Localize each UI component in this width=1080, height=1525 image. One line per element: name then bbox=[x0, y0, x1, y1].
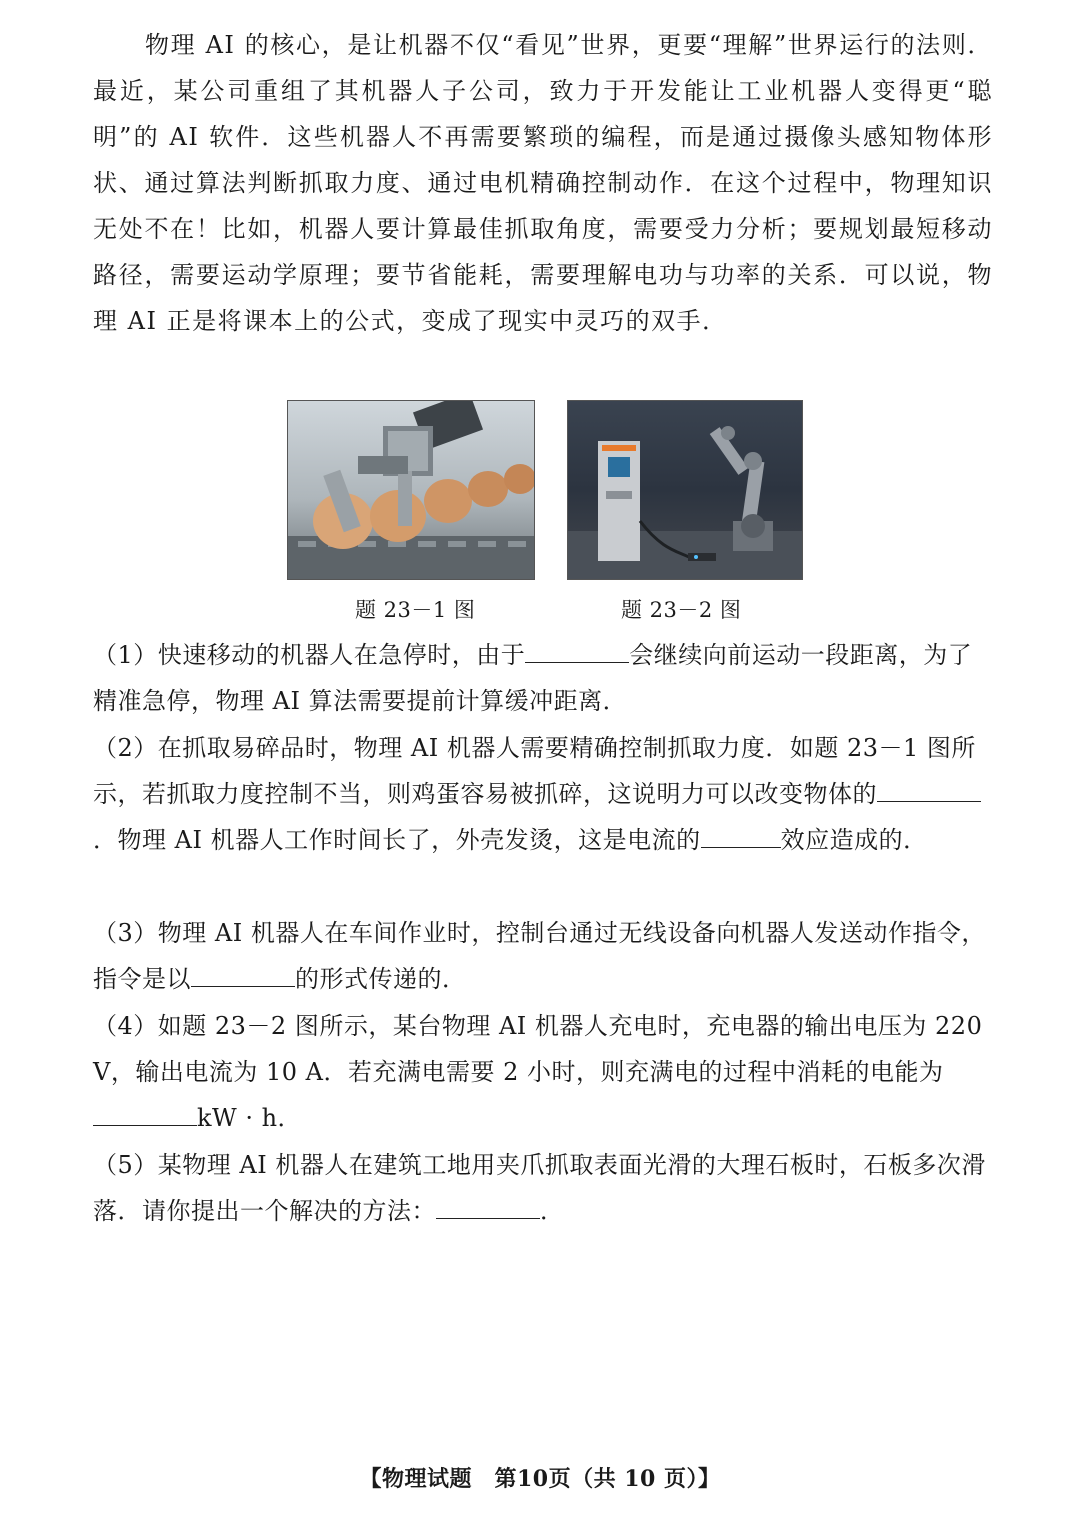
intro-paragraph: 物理 AI 的核心，是让机器不仅“看见”世界，更要“理解”世界运行的法则．最近，某公司重组了其机器人子公司，致力于开发能让工业机器人变得更“聪明”的 AI 软件．这些机器人不再需要繁琐的编程，而是通过摄像头感知物体形状、通过算法判断抓取力度、通过电机精确控制动作．在这个过程中，物理知识无处不在！比如，机器人要计算最佳抓取角度，需要受力分析；要规划最短移动路径，需要运动学原理；要节省能耗，需要理解电功与功率的关系．可以说，物理 AI 正是将课本上的公式，变成了现实中灵巧的双手． bbox=[93, 31, 993, 335]
figure-23-2-caption: 题 23－2 图 bbox=[621, 598, 742, 622]
page-footer: 【物理试题 第10页（共 10 页）】 bbox=[359, 1466, 721, 1492]
question-1-text: （1）快速移动的机器人在急停时，由于 bbox=[93, 641, 526, 669]
question-2-text: （2）在抓取易碎品时，物理 AI 机器人需要精确控制抓取力度．如题 23－1 图所示，若抓取力度控制不当，则鸡蛋容易被抓碎，这说明力可以改变物体的 bbox=[93, 734, 976, 808]
question-1-text-end: 会继续向前运动一段距离，为了精准急停，物理 AI 算法需要提前计算缓冲距离． bbox=[93, 641, 973, 715]
figure-23-1-caption: 题 23－1 图 bbox=[355, 598, 476, 622]
question-5-text-end: ． bbox=[540, 1197, 565, 1225]
answer-blank[interactable] bbox=[877, 779, 981, 802]
question-2-text-end: 效应造成的． bbox=[780, 826, 928, 854]
answer-blank[interactable] bbox=[191, 964, 295, 987]
question-4-text-end: kW · h． bbox=[197, 1104, 303, 1132]
question-4-text: （4）如题 23－2 图所示，某台物理 AI 机器人充电时，充电器的输出电压为 220 V，输出电流为 10 A．若充满电需要 2 小时，则充满电的过程中消耗的电能为 bbox=[93, 1012, 983, 1086]
question-2 bbox=[93, 725, 993, 863]
question-2-text-mid: ．物理 AI 机器人工作时间长了，外壳发烫，这是电流的 bbox=[93, 826, 701, 854]
question-1 bbox=[93, 632, 993, 724]
answer-blank[interactable] bbox=[436, 1196, 540, 1219]
answer-blank[interactable] bbox=[525, 640, 629, 663]
question-5 bbox=[93, 1142, 993, 1234]
question-3-text-end: 的形式传递的． bbox=[295, 965, 467, 993]
robot-charging-photo bbox=[567, 400, 803, 580]
answer-blank[interactable] bbox=[93, 1103, 197, 1126]
robot-egg-photo bbox=[287, 400, 535, 580]
answer-blank[interactable] bbox=[701, 825, 781, 848]
question-4 bbox=[93, 1003, 993, 1141]
question-5-text: （5）某物理 AI 机器人在建筑工地用夹爪抓取表面光滑的大理石板时，石板多次滑落．请你提出一个解决的方法： bbox=[93, 1151, 986, 1225]
question-3-text: （3）物理 AI 机器人在车间作业时，控制台通过无线设备向机器人发送动作指令，指令是以 bbox=[93, 919, 986, 993]
question-3 bbox=[93, 910, 993, 1002]
